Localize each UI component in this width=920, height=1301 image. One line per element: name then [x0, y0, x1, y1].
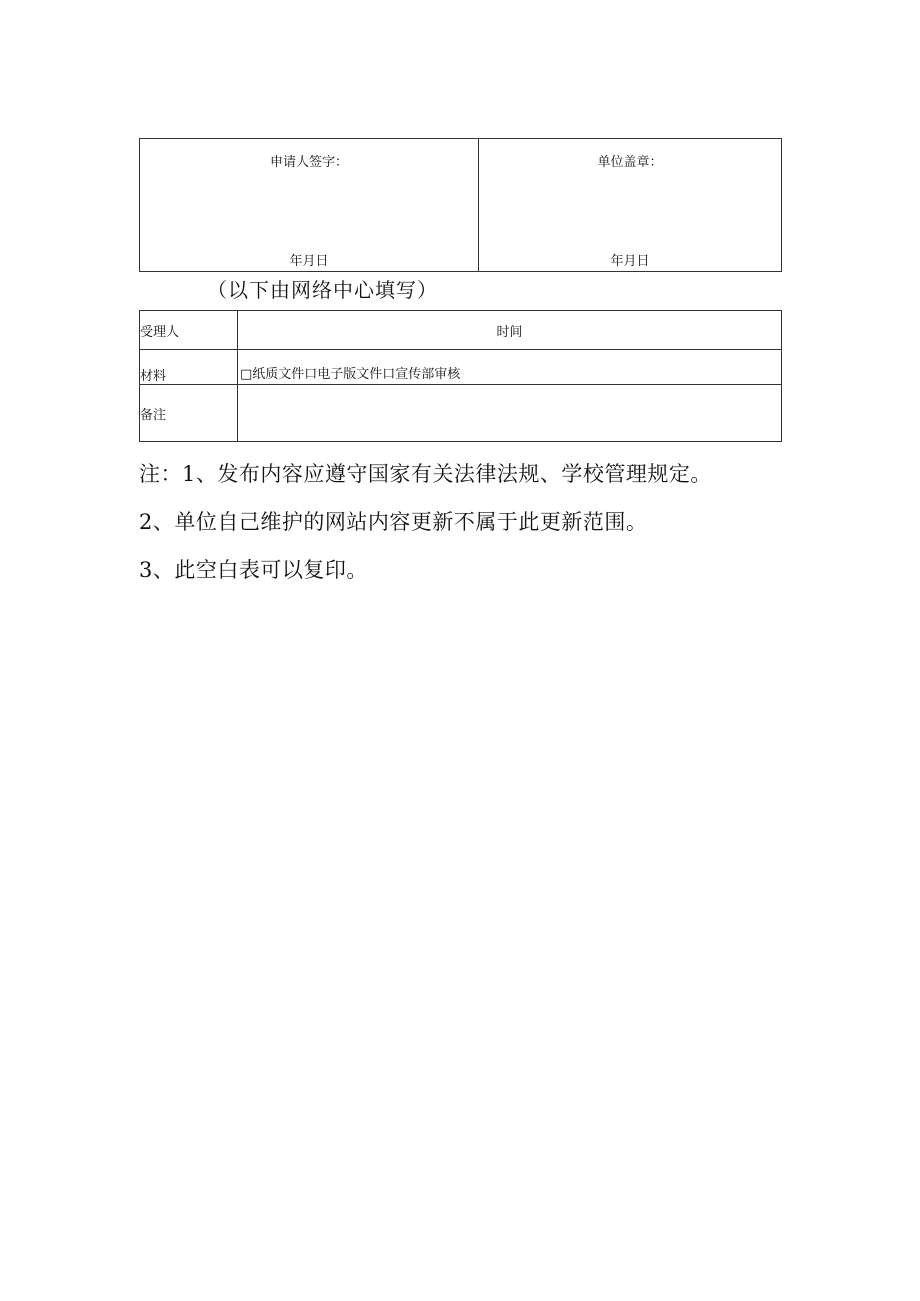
materials-label: 材料 — [140, 350, 238, 385]
applicant-signature-label: 申请人签字： — [269, 155, 348, 170]
signature-table — [139, 138, 782, 272]
remarks-label: 备注 — [140, 385, 238, 442]
unit-stamp-cell[interactable] — [479, 139, 782, 272]
materials-options[interactable]: □纸质文件口电子版文件口宣传部审核 — [238, 350, 782, 385]
note-2: 2、单位自己维护的网站内容更新不属于此更新范围。 — [139, 510, 648, 534]
unit-stamp-label: 单位盖章： — [597, 155, 663, 170]
applicant-date-label: 年月日 — [289, 254, 329, 269]
network-center-table — [139, 310, 782, 442]
table-row — [140, 311, 782, 350]
table-row — [140, 385, 782, 442]
section-note: （以下由网络中心填写） — [207, 278, 438, 302]
note-3: 3、此空白表可以复印。 — [139, 558, 368, 582]
remarks-field[interactable] — [238, 385, 782, 442]
time-label: 时间 — [238, 311, 782, 350]
note-1: 注：1、发布内容应遵守国家有关法律法规、学校管理规定。 — [139, 462, 712, 486]
unit-stamp-date-label: 年月日 — [610, 254, 650, 269]
table-row — [140, 350, 782, 385]
applicant-signature-cell[interactable] — [140, 139, 479, 272]
receiver-label: 受理人 — [140, 311, 238, 350]
